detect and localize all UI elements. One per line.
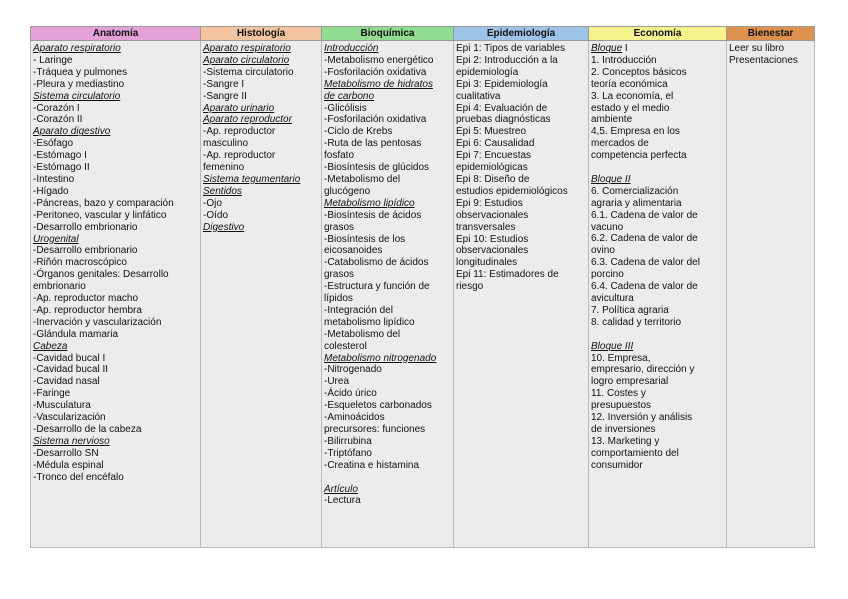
topic-item: epidemiológicas xyxy=(456,162,528,174)
topic-item: -Pleura y mediastino xyxy=(33,78,125,90)
topic-item: -Desarrollo SN xyxy=(33,447,99,459)
topic-item: comportamiento del xyxy=(591,447,679,459)
topic-item: epidemiología xyxy=(456,66,519,78)
topic-item: ovino xyxy=(591,245,615,257)
content-row xyxy=(31,41,815,548)
topic-item: agraria y alimentaria xyxy=(591,197,682,209)
topic-item: -Metabolismo del xyxy=(324,173,401,185)
topic-item: -Catabolismo de ácidos xyxy=(324,257,429,269)
topic-item: -Intestino xyxy=(33,173,75,185)
section-heading: Bloque xyxy=(591,43,623,54)
header-bioquimica: Bioquímica xyxy=(322,27,454,41)
topic-item: Epi 5: Muestreo xyxy=(456,126,527,138)
topic-item: -Urea xyxy=(324,376,350,388)
topic-item: 6.3. Cadena de valor del xyxy=(591,257,700,269)
topic-item: competencia perfecta xyxy=(591,150,687,162)
section-heading: Metabolismo de hidratos xyxy=(324,78,433,90)
section-heading: Sistema tegumentario xyxy=(203,173,301,185)
topic-item: 10. Empresa, xyxy=(591,352,651,364)
topic-item: -Ojo xyxy=(203,197,222,209)
topic-item: -Ruta de las pentosas xyxy=(324,138,422,150)
topic-item: -Biosíntesis de glúcidos xyxy=(324,162,430,174)
topic-item: 1. Introducción xyxy=(591,54,657,66)
topic-item: Epi 11: Estimadores de xyxy=(456,269,559,281)
topic-item: -Riñón macroscópico xyxy=(33,257,127,269)
header-row xyxy=(31,27,815,41)
section-heading: Aparato reproductor xyxy=(203,114,292,126)
topic-item: -Creatina e histamina xyxy=(324,459,420,471)
topic-item: observacionales xyxy=(456,209,529,221)
section-heading-suffix: I xyxy=(622,43,628,54)
topic-item: embrionario xyxy=(33,281,86,293)
topic-item: -Fosforilación oxidativa xyxy=(324,66,427,78)
topic-item: empresario, dirección y xyxy=(591,364,695,376)
topic-item: -Sistema circulatorio xyxy=(203,66,294,78)
topic-item: lípidos xyxy=(324,293,353,305)
topic-item: mercados de xyxy=(591,138,649,150)
topic-item: -Inervación y vascularización xyxy=(33,316,162,328)
topic-item: estado y el medio xyxy=(591,102,670,114)
topic-item: teoría económica xyxy=(591,78,668,90)
topic-item: cualitativa xyxy=(456,90,501,102)
topic-item: -Cavidad bucal II xyxy=(33,364,109,376)
topic-item: 4,5. Empresa en los xyxy=(591,126,680,138)
topic-item: -Órganos genitales: Desarrollo xyxy=(33,269,169,281)
section-heading: Introducción xyxy=(324,43,379,54)
section-heading: Cabeza xyxy=(33,340,68,352)
topic-item: Epi 7: Encuestas xyxy=(456,150,532,162)
topic-item: riesgo xyxy=(456,281,484,293)
section-heading: Bloque II xyxy=(591,173,631,185)
topic-item: ambiente xyxy=(591,114,633,126)
section-heading: Bloque III xyxy=(591,340,634,352)
topic-item: -Peritoneo, vascular y linfático xyxy=(33,209,167,221)
topic-item: -Esófago xyxy=(33,138,74,150)
topic-item: -Sangre I xyxy=(203,78,245,90)
subjects-table xyxy=(30,26,815,548)
topic-item: -Vascularización xyxy=(33,412,106,424)
topic-item: grasos xyxy=(324,221,355,233)
topic-item: -Sangre II xyxy=(203,90,247,102)
topic-item: Epi 9: Estudios xyxy=(456,197,523,209)
spacer xyxy=(324,472,451,484)
topic-item: 6.1. Cadena de valor de xyxy=(591,209,698,221)
topic-item: -Médula espinal xyxy=(33,459,104,471)
topic-item: -Corazón II xyxy=(33,114,83,126)
topic-item: -Estructura y función de xyxy=(324,281,430,293)
topic-item: -Desarrollo embrionario xyxy=(33,221,138,233)
topic-item: avicultura xyxy=(591,293,634,305)
topic-item: presupuestos xyxy=(591,400,652,412)
topic-item: -Cavidad bucal I xyxy=(33,352,106,364)
topic-item: -Faringe xyxy=(33,388,71,400)
topic-item: -Nitrogenado xyxy=(324,364,382,376)
topic-item: -Ácido úrico xyxy=(324,388,377,400)
topic-item: -Estómago I xyxy=(33,150,87,162)
section-heading: Aparato digestivo xyxy=(33,126,111,138)
topic-item: 13. Marketing y xyxy=(591,435,660,447)
topic-item: -Ap. reproductor xyxy=(203,150,276,162)
topic-item: consumidor xyxy=(591,459,643,471)
topic-item: -Páncreas, bazo y comparación xyxy=(33,197,174,209)
section-heading: Urogenital xyxy=(33,233,79,245)
topic-item: 6. Comercialización xyxy=(591,185,679,197)
topic-item: 6.2. Cadena de valor de xyxy=(591,233,698,245)
topic-item: de inversiones xyxy=(591,423,656,435)
topic-item: estudios epidemiológicos xyxy=(456,185,568,197)
topic-item: grasos xyxy=(324,269,355,281)
section-heading: Metabolismo nitrogenado xyxy=(324,352,437,364)
topic-item: Epi 1: Tipos de variables xyxy=(456,43,565,54)
section-heading: Sistema nervioso xyxy=(33,435,110,447)
topic-item: 11. Costes y xyxy=(591,388,646,400)
histologia-cell xyxy=(201,41,322,548)
topic-item: -Integración del xyxy=(324,304,393,316)
topic-item: Epi 3: Epidemiología xyxy=(456,78,548,90)
topic-item: porcino xyxy=(591,269,624,281)
header-bienestar: Bienestar xyxy=(727,27,815,41)
bienestar-cell xyxy=(727,41,815,548)
topic-item: -Desarrollo de la cabeza xyxy=(33,424,142,435)
header-economia: Economía xyxy=(589,27,727,41)
section-heading: Digestivo xyxy=(203,221,245,233)
topic-item: Presentaciones xyxy=(729,54,798,66)
topic-item: -Oído xyxy=(203,209,229,221)
topic-item: Epi 4: Evaluación de xyxy=(456,102,548,114)
topic-item: 7. Política agraria xyxy=(591,304,669,316)
section-heading: Aparato urinario xyxy=(203,102,275,114)
topic-item: - Laringe xyxy=(33,54,73,66)
spacer xyxy=(591,329,724,341)
topic-item: femenino xyxy=(203,162,245,174)
topic-item: -Ciclo de Krebs xyxy=(324,126,393,138)
topic-item: masculino xyxy=(203,138,249,150)
topic-item: -Metabolismo del xyxy=(324,328,401,340)
topic-item: -Esqueletos carbonados xyxy=(324,400,432,412)
topic-item: -Tráquea y pulmones xyxy=(33,66,128,78)
topic-item: 2. Conceptos básicos xyxy=(591,66,687,78)
topic-item: observacionales xyxy=(456,245,529,257)
topic-item: 6.4. Cadena de valor de xyxy=(591,281,698,293)
epidemiologia-cell xyxy=(454,41,589,548)
topic-item: longitudinales xyxy=(456,257,518,269)
topic-item: 8. calidad y territorio xyxy=(591,316,682,328)
topic-item: Epi 6: Causalidad xyxy=(456,138,535,150)
topic-item: -Lectura xyxy=(324,495,361,507)
header-anatomia: Anatomía xyxy=(31,27,201,41)
topic-item: Epi 2: Introducción a la xyxy=(456,54,558,66)
topic-item: pruebas diagnósticas xyxy=(456,114,551,126)
topic-item: -Ap. reproductor hembra xyxy=(33,304,142,316)
topic-item: 12. Inversión y análisis xyxy=(591,412,693,424)
topic-item: -Tronco del encéfalo xyxy=(33,471,124,483)
section-heading: Sentidos xyxy=(203,185,242,197)
section-heading: Metabolismo lipídico xyxy=(324,197,415,209)
section-heading: Artículo xyxy=(324,483,358,495)
topic-item: fosfato xyxy=(324,150,355,162)
topic-item: Epi 10: Estudios xyxy=(456,233,529,245)
topic-item: -Estómago II xyxy=(33,162,90,174)
topic-item: -Bilirrubina xyxy=(324,435,372,447)
topic-item: -Glándula mamaria xyxy=(33,328,119,340)
topic-item: -Biosíntesis de los xyxy=(324,233,406,245)
section-heading: Aparato circulatorio xyxy=(203,54,290,66)
topic-item: -Ap. reproductor xyxy=(203,126,276,138)
topic-item: -Hígado xyxy=(33,185,69,197)
section-heading-row xyxy=(591,43,724,55)
header-epidemiologia: Epidemiología xyxy=(454,27,589,41)
section-heading: Aparato respiratorio xyxy=(203,43,291,54)
topic-item: -Biosíntesis de ácidos xyxy=(324,209,422,221)
topic-item: -Triptófano xyxy=(324,447,372,459)
topic-item: Leer su libro xyxy=(729,43,785,54)
topic-item: glucógeno xyxy=(324,185,371,197)
topic-item: -Fosforilación oxidativa xyxy=(324,114,427,126)
topic-item: -Aminoácidos xyxy=(324,412,385,424)
bioquimica-cell xyxy=(322,41,454,548)
topic-item: -Corazón I xyxy=(33,102,80,114)
section-heading: Aparato respiratorio xyxy=(33,43,121,54)
topic-item: -Cavidad nasal xyxy=(33,376,100,388)
topic-item: -Desarrollo embrionario xyxy=(33,245,138,257)
anatomia-cell xyxy=(31,41,201,548)
topic-item: logro empresarial xyxy=(591,376,669,388)
header-histologia: Histología xyxy=(201,27,322,41)
topic-item: Epi 8: Diseño de xyxy=(456,173,530,185)
topic-item: precursores: funciones xyxy=(324,424,426,435)
topic-item: -Metabolismo energético xyxy=(324,54,434,66)
topic-item: 3. La economía, el xyxy=(591,90,674,102)
topic-item: -Glicólisis xyxy=(324,102,367,114)
topic-item: colesterol xyxy=(324,340,367,352)
economia-cell xyxy=(589,41,727,548)
section-heading: de carbono xyxy=(324,90,375,102)
topic-item: vacuno xyxy=(591,221,624,233)
topic-item: -Ap. reproductor macho xyxy=(33,293,139,305)
topic-item: metabolismo lipídico xyxy=(324,316,415,328)
spacer xyxy=(591,162,724,174)
topic-item: eicosanoides xyxy=(324,245,383,257)
topic-item: transversales xyxy=(456,221,516,233)
topic-item: -Musculatura xyxy=(33,400,91,412)
section-heading: Sistema circulatorio xyxy=(33,90,121,102)
